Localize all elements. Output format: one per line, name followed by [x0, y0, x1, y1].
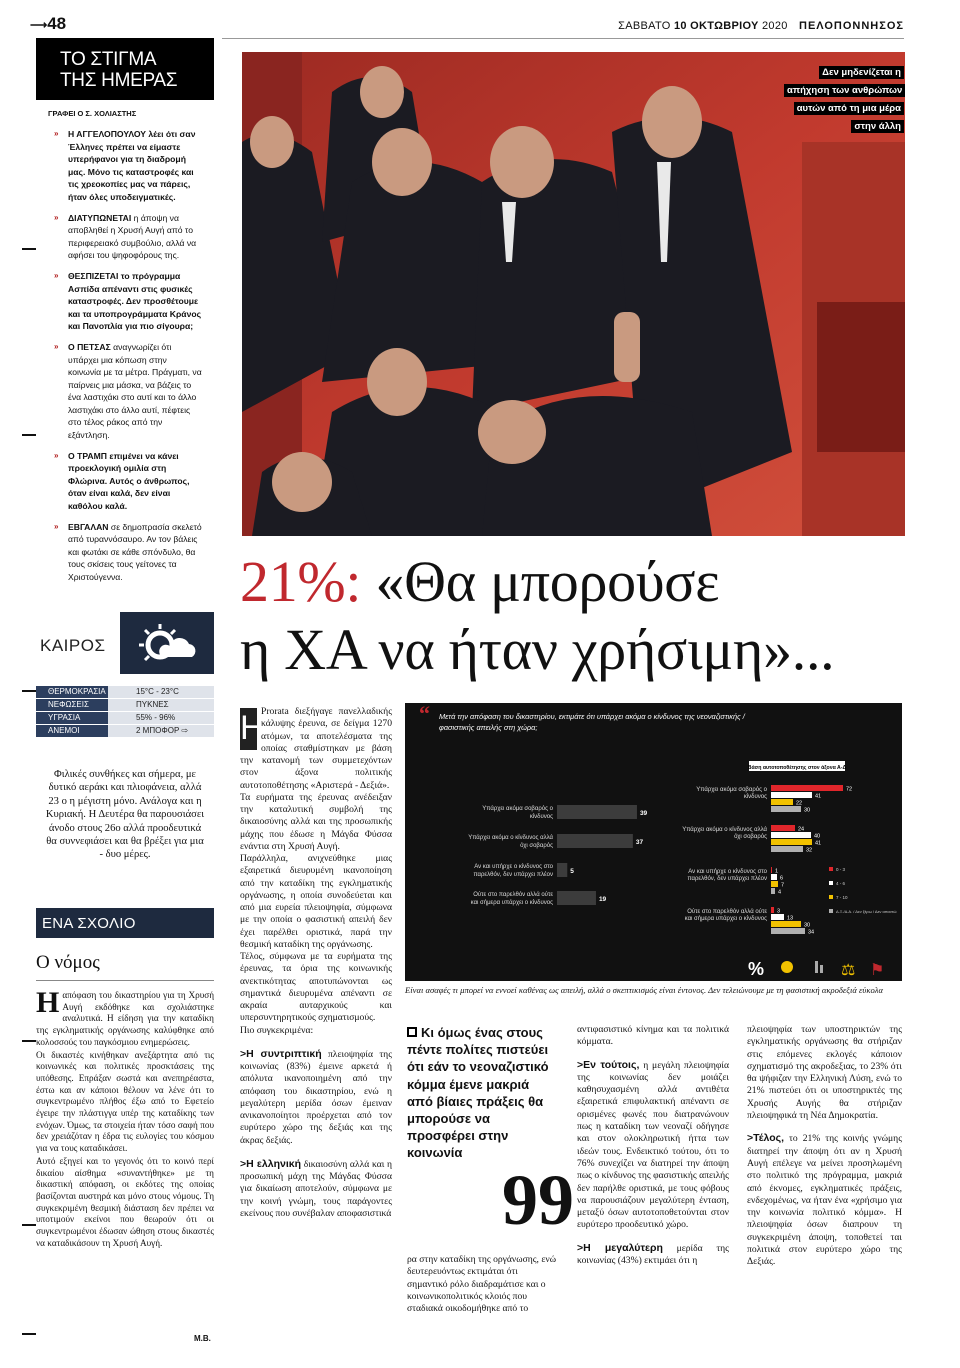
- chart-caption: Είναι ασαφές τι μπορεί να εννοεί καθένας ως απειλή, αλλά ο σκεπτικισμός είναι έντονος. Δεν τελειώνουμε με τη φασιστική ακροδεξιά εύκολα: [405, 985, 883, 995]
- weather-row: ΥΓΡΑΣΙΑ 55% - 96%: [36, 712, 214, 724]
- total-value-label: 39: [639, 810, 648, 817]
- total-category-label: Αν και υπήρχε ο κίνδυνος στο: [474, 864, 553, 870]
- breakdown-bar: [771, 806, 801, 812]
- stigma-item: » ΕΒΓΑΛΑΝ σε δημοπρασία σκελετό από τυραννόσαυρο. Αν τον βάλεις και φωτάκι σε κάθε σπόνδυλο, θα τους σκίσεις τους γείτονες τα Χριστούγεννα.: [54, 521, 202, 582]
- breakdown-bar: [771, 867, 772, 873]
- breakdown-bar: [771, 825, 795, 831]
- chart-footer-icons: [748, 959, 884, 979]
- weather-row: ΑΝΕΜΟΙ 2 ΜΠΟΦΟΡ ⇨: [36, 725, 214, 737]
- total-bar: [557, 863, 567, 877]
- article-column-3: ρα στην καταδίκη της οργάνωσης, ενώ δευτερευόντως εκτιμάται ότι σημαντικό ρόλο διαδραμάτισε και ο κοινωνικοπολιτικός κλοιός που σταδιακά οικοδομήθηκε από το: [407, 1254, 557, 1315]
- chart-quote-icon: “: [419, 703, 430, 726]
- breakdown-value-label: 32: [806, 847, 813, 854]
- total-category-label: παρελθόν, δεν υπάρχει πλέον: [473, 872, 553, 878]
- stigma-title-line2: ΤΗΣ ΗΜΕΡΑΣ: [60, 70, 178, 91]
- breakdown-value-label: 41: [815, 840, 822, 847]
- stigma-title-box: [36, 38, 214, 100]
- breakdown-category-label: παρελθόν, δεν υπάρχει πλέον: [687, 876, 767, 882]
- breakdown-value-label: 22: [796, 800, 803, 807]
- breakdown-value-label: 40: [814, 833, 821, 840]
- total-bar: [557, 805, 637, 819]
- breakdown-category-label: Αν και υπήρχε ο κίνδυνος στο: [688, 869, 767, 875]
- double-arrow-icon: »: [54, 521, 59, 531]
- stigma-item: » Η ΑΓΓΕΛΟΠΟΥΛΟΥ λέει ότι σαν Έλληνες πρέπει να είμαστε υπερήφανοι για τη διαδρομή μας. Μόνο τις καταστροφές και τις χρεοκοπίες μας να πάρεις, ήταν όλες υποδειγματικές.: [54, 129, 196, 202]
- article-column-1: Η Prorata διεξήγαγε πανελλαδικής κάλυψης έρευνα, σε δείγμα 1270 ατόμων, τα αποτελέσματα της οποίας σταθμίστηκαν με βάση την κατανομή των συμμετεχόντων στον άξονα πολιτικής αυτοτοποθέτησης «Αριστερά - Δεξιά». Τα ευρήματα της έρευνας ανέδειξαν την καταλυτική συμβολή της δικαιοσύνης αλλά και της προσωπικής μάχης που έδωσε η Μάγδα Φύσσα ενάντια στη Χρυσή Αυγή. Παράλληλα, ανιχνεύθηκε μιας εξαιρετικά διευρυμένη ικανοποίηση από την καταδίκη της εγκληματικής οργάνωσης, η οποία συνοδεύεται και από μια ευρεία πλειοψηφία, σύμφωνα με την οποία ο φασιστική απειλή δεν έχει παρέλθει οριστικά, παρά την θεσμική καταδίκη της οργάνωσης. Τέλος, σύμφωνα με τα ευρήματα της έρευνας, τα όρια της κοινωνικής ανεκτικότητας αποτυπώνονται ως σημαντικά διευρυμένα απέναντι σε ακραία αυταρχικούς και υπερσυντηρητικούς σχηματισμούς. Πιο συγκεκριμένα: >Η συντριπτική πλειοψηφία της κοινωνίας (83%) έμεινε αρκετά ή απόλυτα ικανοποιημένη από την απόφαση του δικαστηρίου, ενώ η μεγαλύτερη μερίδα όσων έμειναν ανικανοποίητοι προέρχεται από τον ευρύτερο χώρο της δεξιάς και της άκρας δεξιάς. >Η ελληνική δικαιοσύνη αλλά και η προσωπική μάχη της Μάγδας Φύσσα για δικαίωση αποτελούν, σύμφωνα με την κοινή γνώμη, τους παράγοντες εκείνους που συνέβαλαν αποφασιστικά: [240, 706, 392, 1219]
- weather-header: [36, 612, 214, 674]
- comment-body: Η απόφαση του δικαστηρίου για τη Χρυσή Αυγή εκδόθηκε και σχολιάστηκε αναλυτικά. Η είδηση για την καταδίκη της εγκληματικής οργάνωσης καλύφθηκε από κολοσσούς του παγκόσμιου ενημερώσεις. Οι δικαστές κινήθηκαν ανεξάρτητα από τις κοινωνικές και πολιτικές προσκτάσεις της υπόθεσης. Επράξαν σωστά και ανεπηρέαστα, έστω και αν κάποιοι θέλουν να λένε ότι το συγκεντρωμένο πλήθος έξω από το Εφετείο έγειρε την πλάστιγγα υπέρ της καταδίκης των ενόχων. Όμως, τα στοιχεία ήταν τόσο σαφή που δεν χρειάζόταν η έδρα τις ευλογίες του κόσμου για να τους καταδικάσει. Αυτό εξηγεί και το γεγονός ότι το κοινό περί δικαίου αίσθημα «συναντήθηκε» με τη δικαστική απόφαση, οι εκδότες της οποίας βασίζονται αυστηρά και μόνο στους νόμους. Τη συγκεκριμένη θεσμική διάσταση δεν πρέπει να υποτιμούν εκείνοι που θεωρούν ότι οι συγκεντρωμένοι έδωσαν ώθηση στους δικαστές να καταδικάσουν τη Χρυσή Αυγή.: [36, 986, 214, 1248]
- breakdown-category-label: Ούτε στο παρελθόν αλλά ούτε: [687, 909, 767, 915]
- date-year: 2020: [762, 20, 788, 32]
- date-prefix: ΣΑΒΒΑΤΟ: [618, 20, 671, 32]
- breakdown-title: Βάση αυτοτοποθέτησης στον άξονα Α-Δ: [747, 765, 847, 771]
- legend-label: 4 - 6: [836, 881, 846, 886]
- total-value-label: 5: [570, 868, 574, 875]
- breakdown-category-label: και σήμερα υπάρχει ο κίνδυνος: [684, 916, 767, 922]
- breakdown-bar: [771, 846, 803, 852]
- weather-row: ΝΕΦΩΣΕΙΣ ΠΥΚΝΕΣ: [36, 699, 214, 711]
- comment-box: [36, 908, 214, 938]
- chart-title-line1: Μετά την απόφαση του δικαστηρίου, εκτιμάτε ότι υπάρχει ακόμα ο κίνδυνος της νεοναζιστικής /: [439, 712, 745, 721]
- breakdown-bar: [771, 881, 778, 887]
- bars-icon: [815, 961, 818, 973]
- subhead: >Η μεγαλύτερη: [577, 1241, 663, 1254]
- margin-mark: [22, 1224, 36, 1226]
- stigma-title-line1: ΤΟ ΣΤΙΓΜΑ: [60, 49, 157, 70]
- square-bullet-icon: [407, 1027, 417, 1037]
- subhead: >Η συντριπτική: [240, 1047, 322, 1060]
- breakdown-value-label: 3: [777, 908, 781, 915]
- flag-icon: ⚑: [870, 962, 885, 979]
- comment-label: ΕΝΑ ΣΧΟΛΙΟ: [42, 915, 136, 932]
- subhead: >Εν τούτοις,: [577, 1058, 640, 1071]
- weather-forecast-text: Φιλικές συνθήκες και σήμερα, με δυτικό αεράκι και πλιοφάνεια, αλλά 23 ο η μέγιστη μόνο. Ανάλογα και η Κυριακή. Η Δευτέρα θα παρουσιάσει άνοδο στους 26ο αλλά προοδευτικά θα συννεφιάσει και θα βρέξει για μια - δυο μέρες.: [45, 769, 205, 861]
- article-headline: [240, 548, 910, 684]
- person-icon: [781, 961, 793, 973]
- total-bar: [557, 834, 633, 848]
- breakdown-bar: [771, 832, 811, 838]
- weather-row: ΘΕΡΜΟΚΡΑΣΙΑ 15°C - 23°C: [36, 686, 214, 698]
- breakdown-bar: [771, 888, 775, 894]
- stigma-item: » ΔΙΑΤΥΠΩΝΕΤΑΙ η άποψη να αποβληθεί η Χρυσή Αυγή από το περιφερειακό συμβούλιο, αλλά να αφήσει του ψηφοφόρους της.: [54, 212, 197, 261]
- stigma-list: [54, 128, 202, 592]
- breakdown-bar: [771, 921, 801, 927]
- survey-chart: [405, 703, 902, 981]
- legend-label: 7 - 10: [836, 895, 848, 900]
- margin-mark: [22, 1333, 36, 1335]
- total-category-label: Υπάρχει ακόμα σοβαρός ο: [482, 806, 553, 812]
- breakdown-bar: [771, 874, 777, 880]
- legend-swatch: [829, 881, 833, 885]
- breakdown-value-label: 1: [775, 868, 779, 875]
- legend-swatch: [829, 895, 833, 899]
- closing-quote-icon: 99: [502, 1160, 574, 1240]
- breakdown-value-label: 34: [808, 929, 815, 936]
- newspaper-name: ΠΕΛΟΠΟΝΝΗΣΟΣ: [799, 20, 904, 32]
- drop-cap: Η: [240, 708, 257, 750]
- double-arrow-icon: »: [54, 270, 59, 280]
- total-category-label: Ούτε στο παρελθόν αλλά ούτε: [473, 892, 553, 898]
- page-header: [618, 20, 904, 32]
- comment-signature: Μ.Β.: [194, 1334, 211, 1343]
- breakdown-category-label: Υπάρχει ακόμα σοβαρός ο: [696, 787, 767, 793]
- headline-percentage: 21%:: [240, 549, 362, 614]
- breakdown-category-label: όχι σοβαρός: [734, 834, 767, 840]
- scale-icon: ⚖: [841, 962, 856, 979]
- percent-icon: %: [748, 959, 765, 979]
- total-value-label: 37: [635, 839, 644, 846]
- breakdown-value-label: 41: [815, 793, 822, 800]
- breakdown-category-label: Υπάρχει ακόμα ο κίνδυνος αλλά: [682, 827, 767, 833]
- article-column-4: αντιφασιστικό κίνημα και τα πολιτικά κόμματα. >Εν τούτοις, η μεγάλη πλειοψηφία της κοινωνίας δεν μοιάζει καθησυχασμένη αλλά αντιθέτα εξαιρετικά επιφυλακτική απέναντι σε ορισμένες φωνές που διατρανώνουν πως η καταδίκη των νεοναζί οδήγησε και στον ολοκληρωτική ήττα των ιδεών τους. Ενδεικτικό τούτου, ότι το 76% συνεχίζει να διατηρεί την άποψη πως ο κίνδυνος της φασιστικής απειλής δεν παρήλθε οριστικά, με τους φόβους να παρουσιάζουν μεγαλύτερη ένταση, μεταξύ όσων αυτοτοποθετούνται στον ευρύτερο προοδευτικό χώρο. >Η μεγαλύτερη μερίδα της κοινωνίας (43%) εκτιμάει ότι η: [577, 1024, 729, 1267]
- page-number: ⟶48: [30, 14, 67, 33]
- article-column-5: πλειοψηφία των υποστηρικτών της εγκληματικής οργάνωσης θα στήριζαν στις επόμενες εκλογές κάποιον σχηματισμό της ακροδεξιας, το 23% ότι θα ψήφιζαν την Ελληνική Λύση, ενώ το 21% πιστεύει ότι οι υποστηρικτές της Χρυσής Αυγής θα στήριζαν πλειοψηφικά τη Νέα Δημοκρατία. >Τέλος, το 21% της κοινής γνώμης διατηρεί την άποψη ότι αν η Χρυσή Αυγή επέλεγε να μείνει προσηλωμένη στο πολιτικό της πρόγραμμα, μακριά από έκνομες, εγκληματικές πράξεις, ενδεχομένως, να ήταν ένα «χρήσιμο για την κοινωνία πολιτικό κόμμα». Η πλειοψηφία όσων διαπρουν τη συγκεκριμένη άποψη, τοποθετεί ται πολιτικά στον ευρύτερο χώρο της Δεξιάς.: [747, 1024, 902, 1268]
- breakdown-value-label: 6: [780, 875, 784, 882]
- chart-title-line2: φασιστικής απειλής στη χώρα;: [439, 723, 538, 732]
- legend-swatch: [829, 867, 833, 871]
- total-category-label: Υπάρχει ακόμα ο κίνδυνος αλλά: [468, 835, 553, 841]
- double-arrow-icon: »: [54, 212, 59, 222]
- breakdown-value-label: 30: [804, 807, 811, 814]
- margin-mark: [22, 248, 36, 250]
- total-category-label: όχι σοβαρός: [520, 843, 553, 849]
- total-category-label: κίνδυνος: [529, 814, 553, 820]
- subhead: >Τέλος,: [747, 1132, 785, 1145]
- margin-mark: [22, 434, 36, 436]
- double-arrow-icon: »: [54, 129, 59, 138]
- weather-label: ΚΑΙΡΟΣ: [40, 636, 106, 655]
- total-category-label: και σήμερα υπάρχει ο κίνδυνος: [470, 900, 553, 906]
- total-bar: [557, 891, 596, 905]
- breakdown-bar: [771, 928, 805, 934]
- headline-line2: η ΧΑ να ήταν χρήσιμη»...: [240, 617, 835, 682]
- stigma-item: » Ο ΤΡΑΜΠ επιμένει να κάνει προεκλογική ομιλία στη Φλώρινα. Αυτός ο άνθρωπος, όταν είναι καλά, δεν είναι καθόλου καλά.: [54, 450, 190, 512]
- breakdown-category-label: κίνδυνος: [743, 794, 767, 800]
- weather-table: [36, 686, 214, 738]
- breakdown-bar: [771, 799, 793, 805]
- breakdown-value-label: 30: [804, 922, 811, 929]
- divider: [36, 980, 214, 981]
- legend-label: 0 - 3: [836, 867, 846, 872]
- legend-label: Δ.Ξ./Δ.Α. / Δεν ξέρω / Δεν απαντώ: [836, 909, 897, 914]
- double-arrow-icon: »: [54, 450, 59, 460]
- margin-mark: [22, 1040, 36, 1042]
- breakdown-bar: [771, 785, 843, 791]
- legend-swatch: [829, 909, 833, 913]
- pull-quote: Κι όμως ένας στους πέντε πολίτες πιστεύει ότι εάν το νεοναζιστικό κόμμα έμενε μακριά από βίαιες πράξεις θα μπορούσε να προσφέρει στην κοινωνία: [407, 1025, 549, 1161]
- breakdown-bar: [771, 907, 774, 913]
- photo-caption: Δεν μηδενίζεται η απήχηση των ανθρώπων αυτών από τη μια μέρα στην άλλη: [784, 62, 904, 134]
- subhead: >Η ελληνική: [240, 1157, 302, 1170]
- margin-mark: [22, 690, 36, 692]
- breakdown-value-label: 24: [798, 826, 805, 833]
- double-arrow-icon: »: [54, 341, 59, 351]
- breakdown-bar: [771, 914, 784, 920]
- partly-cloudy-icon: [120, 612, 214, 674]
- breakdown-bar: [771, 792, 812, 798]
- stigma-item: » Ο ΠΕΤΣΑΣ αναγνωρίζει ότι υπάρχει μια κόπωση στην κοινωνία με τα μέτρα. Πράγματι, να παίρνεις μια μάσκα, να βάζεις το ένα λαστιχάκι στο αυτί και το άλλο λαστιχάκι στο άλλο αυτί, πέφτεις στο τέλος ράκος από την εξάντληση.: [54, 341, 202, 441]
- breakdown-bar: [771, 839, 812, 845]
- headline-line1: «Θα μπορούσε: [375, 549, 720, 614]
- stigma-item: » ΘΕΣΠΙΖΕΤΑΙ το πρόγραμμα Ασπίδα απέναντι στις φυσικές καταστροφές. Δεν προσθέτουμε και τα υποπρογράμματα Κράνος και Πανοπλία για πιο σίγουρα;: [54, 270, 202, 332]
- stigma-byline: ΓΡΑΦΕΙ Ο Σ. ΧΟΛΙΑΣΤΗΣ: [48, 109, 137, 118]
- breakdown-value-label: 13: [787, 915, 794, 922]
- comment-title: Ο νόμος: [36, 952, 100, 973]
- header-rule: [222, 38, 904, 39]
- total-value-label: 19: [598, 896, 607, 903]
- drop-cap: Η: [36, 986, 60, 1019]
- chart-canvas: [405, 703, 902, 981]
- breakdown-value-label: 72: [846, 786, 853, 793]
- date-day: 10 ΟΚΤΩΒΡΙΟΥ: [673, 20, 759, 32]
- breakdown-value-label: 7: [781, 882, 785, 889]
- breakdown-value-label: 4: [778, 889, 782, 896]
